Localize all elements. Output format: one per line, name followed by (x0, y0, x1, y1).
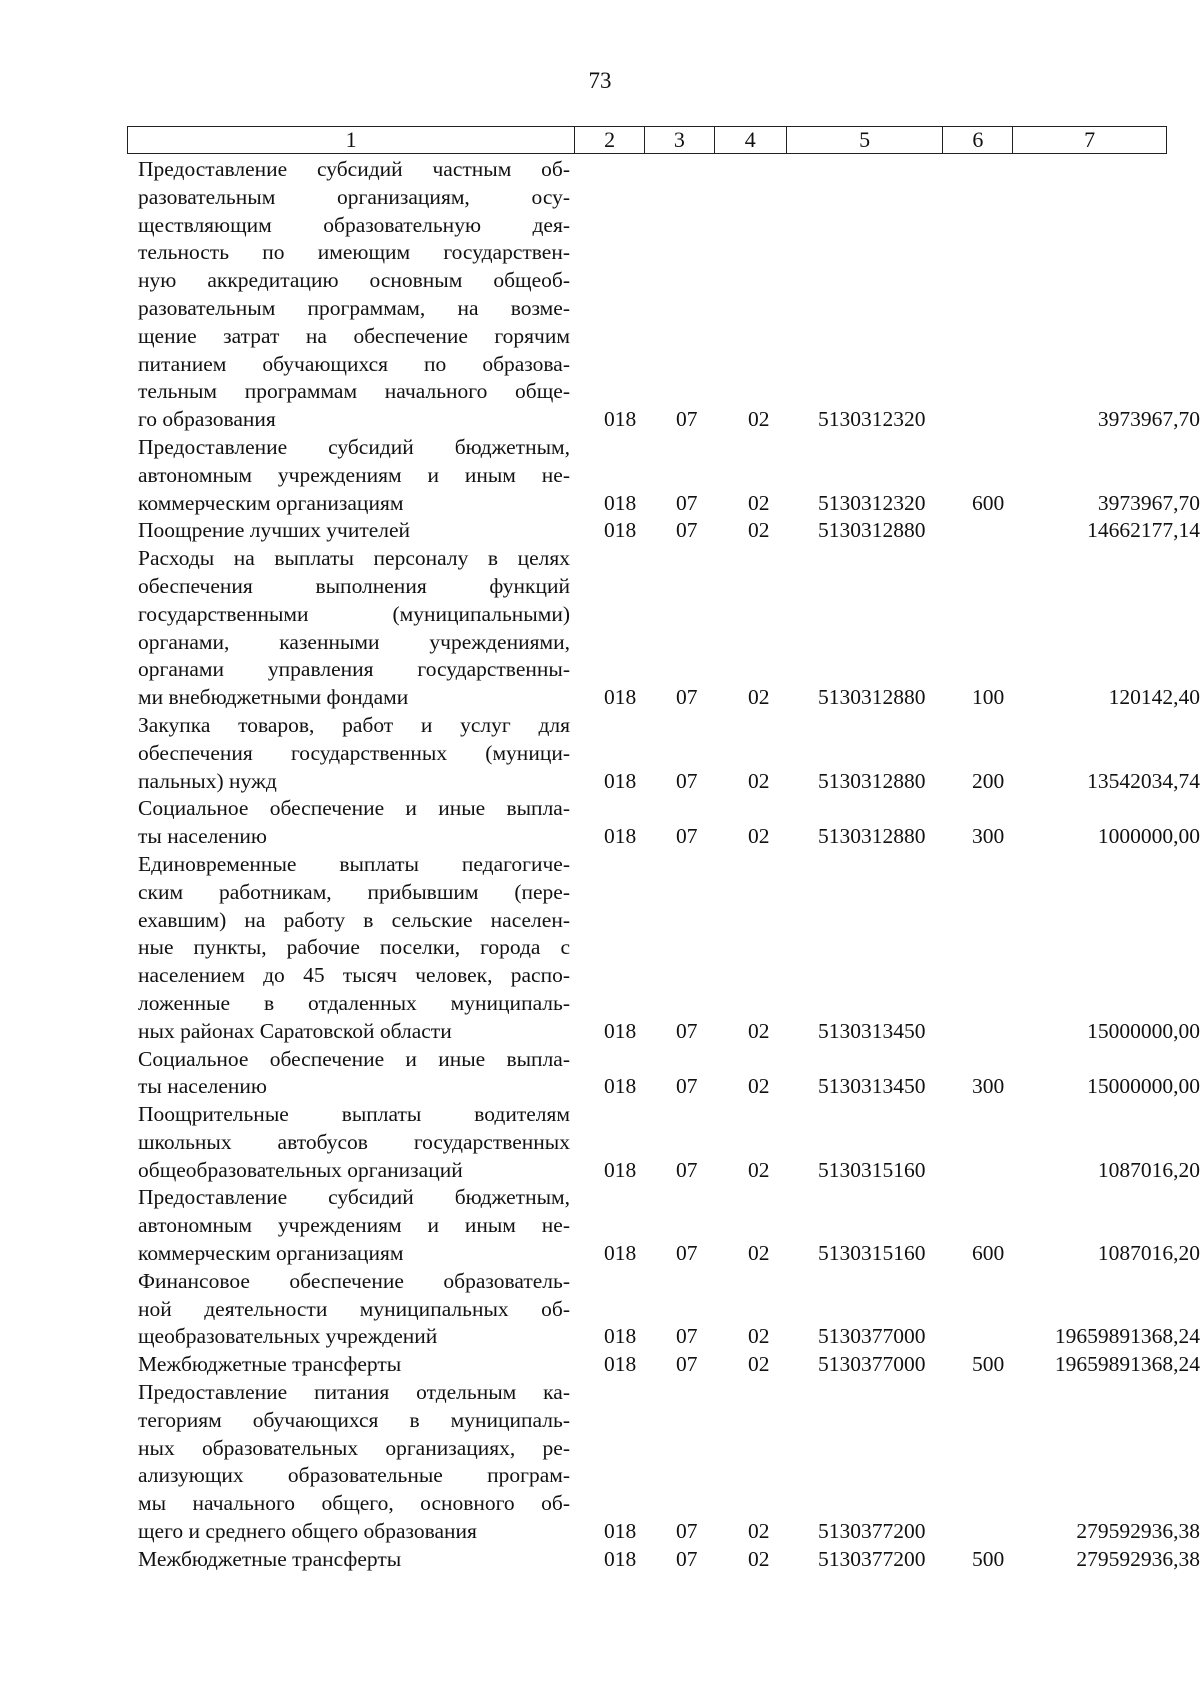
description-line: мы начального общего, основного об- (138, 1491, 570, 1516)
cell-col-7: 13542034,74 (1087, 768, 1200, 793)
cell-col-4: 02 (748, 1519, 770, 1544)
description-line: коммерческим организациям (138, 490, 404, 515)
description-line: тегориям обучающихся в муниципаль- (138, 1407, 570, 1432)
cell-col-5: 5130312880 (818, 518, 926, 543)
header-col-7: 7 (1084, 127, 1096, 152)
row-description (138, 712, 570, 795)
row-description (138, 795, 570, 851)
description-line: го образования (138, 407, 276, 432)
cell-col-3: 07 (676, 407, 698, 432)
cell-col-2: 018 (604, 1546, 637, 1571)
cell-col-3: 07 (676, 1157, 698, 1182)
cell-col-6: 500 (972, 1352, 1005, 1377)
cell-col-5: 5130312880 (818, 768, 926, 793)
table-row (138, 1184, 1200, 1267)
description-line: Межбюджетные трансферты (138, 1546, 402, 1571)
cell-col-7: 279592936,38 (1076, 1546, 1200, 1571)
cell-col-5: 5130312880 (818, 824, 926, 849)
description-line: тельность по имеющим государствен- (138, 240, 570, 265)
description-line: населением до 45 тысяч человек, распо- (138, 963, 570, 988)
cell-col-7: 15000000,00 (1087, 1018, 1200, 1043)
cell-col-3: 07 (676, 1352, 698, 1377)
description-line: ных образовательных организациях, ре- (138, 1435, 570, 1460)
cell-col-5: 5130315160 (818, 1157, 926, 1182)
cell-col-7: 279592936,38 (1076, 1519, 1200, 1544)
cell-col-5: 5130377200 (818, 1546, 926, 1571)
description-line: ные пункты, рабочие поселки, города с (138, 935, 570, 960)
cell-col-3: 07 (676, 824, 698, 849)
cell-col-4: 02 (748, 1241, 770, 1266)
cell-col-4: 02 (748, 685, 770, 710)
description-line: ных районах Саратовской области (138, 1018, 452, 1043)
cell-col-2: 018 (604, 1352, 637, 1377)
cell-col-2: 018 (604, 824, 637, 849)
cell-col-2: 018 (604, 1519, 637, 1544)
cell-col-2: 018 (604, 407, 637, 432)
description-line: ной деятельности муниципальных об- (138, 1296, 570, 1321)
cell-col-4: 02 (748, 768, 770, 793)
cell-col-5: 5130377000 (818, 1352, 926, 1377)
cell-col-2: 018 (604, 1241, 637, 1266)
row-description (138, 1268, 570, 1351)
description-line: тельным программам начального обще- (138, 379, 570, 404)
row-description (138, 156, 570, 434)
row-description (138, 1379, 570, 1546)
table-row (138, 1546, 1200, 1574)
table-row (138, 1379, 1200, 1546)
cell-col-4: 02 (748, 1018, 770, 1043)
description-line: Расходы на выплаты персоналу в целях (138, 546, 570, 571)
cell-col-7: 3973967,70 (1097, 407, 1200, 432)
cell-col-7: 14662177,14 (1087, 518, 1200, 543)
description-line: обеспечения выполнения функций (138, 573, 570, 598)
cell-col-4: 02 (748, 824, 770, 849)
table-row (138, 1268, 1200, 1351)
row-description (138, 434, 570, 517)
cell-col-7: 19659891368,24 (1054, 1352, 1200, 1377)
cell-col-7: 1000000,00 (1097, 824, 1200, 849)
header-col-2: 2 (575, 127, 645, 153)
cell-col-2: 018 (604, 518, 637, 543)
cell-col-5: 5130377200 (818, 1519, 926, 1544)
cell-col-4: 02 (748, 1352, 770, 1377)
header-col-3: 3 (645, 127, 715, 153)
table-row (138, 712, 1200, 795)
description-line: Межбюджетные трансферты (138, 1352, 402, 1377)
page-number: 73 (588, 68, 612, 93)
row-description (138, 1184, 570, 1267)
table-row (138, 851, 1200, 1046)
cell-col-3: 07 (676, 1241, 698, 1266)
table-row (138, 517, 1200, 545)
description-line: Финансовое обеспечение образователь- (138, 1268, 570, 1293)
description-line: автономным учреждениям и иным не- (138, 1213, 570, 1238)
cell-col-5: 5130313450 (818, 1074, 926, 1099)
description-line: органами управления государственны- (138, 657, 570, 682)
header-col-6: 6 (943, 127, 1013, 153)
row-description (138, 851, 570, 1046)
description-line: ты населению (138, 824, 267, 849)
cell-col-3: 07 (676, 1546, 698, 1571)
description-line: ехавшим) на работу в сельские населен- (138, 907, 570, 932)
cell-col-4: 02 (748, 1324, 770, 1349)
description-line: автономным учреждениям и иным не- (138, 462, 570, 487)
description-line: ты населению (138, 1074, 267, 1099)
description-line: ализующих образовательные програм- (138, 1463, 570, 1488)
table-row (138, 156, 1200, 434)
cell-col-6: 500 (972, 1546, 1005, 1571)
cell-col-4: 02 (748, 518, 770, 543)
cell-col-2: 018 (604, 1074, 637, 1099)
table-row (138, 545, 1200, 712)
cell-col-2: 018 (604, 1157, 637, 1182)
description-line: ским работникам, прибывшим (пере- (138, 879, 570, 904)
cell-col-6: 300 (972, 1074, 1005, 1099)
table-row (138, 434, 1200, 517)
cell-col-3: 07 (676, 490, 698, 515)
row-description (138, 1101, 570, 1184)
description-line: Социальное обеспечение и иные выпла- (138, 1046, 570, 1071)
cell-col-5: 5130312880 (818, 685, 926, 710)
cell-col-2: 018 (604, 1324, 637, 1349)
cell-col-3: 07 (676, 1324, 698, 1349)
cell-col-3: 07 (676, 1519, 698, 1544)
cell-col-6: 200 (972, 768, 1005, 793)
cell-col-5: 5130312320 (818, 490, 926, 515)
description-line: ложенные в отдаленных муниципаль- (138, 990, 570, 1015)
cell-col-4: 02 (748, 1074, 770, 1099)
table-row (138, 1351, 1200, 1379)
cell-col-3: 07 (676, 685, 698, 710)
description-line: питанием обучающихся по образова- (138, 351, 570, 376)
description-line: Единовременные выплаты педагогиче- (138, 851, 570, 876)
cell-col-3: 07 (676, 518, 698, 543)
cell-col-7: 3973967,70 (1097, 490, 1200, 515)
cell-col-5: 5130313450 (818, 1018, 926, 1043)
description-line: общеобразовательных организаций (138, 1157, 463, 1182)
cell-col-5: 5130315160 (818, 1241, 926, 1266)
description-line: Поощрение лучших учителей (138, 518, 411, 543)
description-line: Поощрительные выплаты водителям (138, 1102, 570, 1127)
cell-col-7: 1087016,20 (1097, 1241, 1200, 1266)
description-line: школьных автобусов государственных (138, 1129, 570, 1154)
row-description (138, 1546, 570, 1574)
row-description (138, 517, 570, 545)
cell-col-7: 15000000,00 (1087, 1074, 1200, 1099)
header-col-5: 5 (787, 127, 944, 153)
description-line: Закупка товаров, работ и услуг для (138, 712, 570, 737)
description-line: Предоставление субсидий частным об- (138, 157, 570, 181)
cell-col-3: 07 (676, 768, 698, 793)
description-line: разовательным организациям, осу- (138, 184, 570, 209)
description-line: Предоставление субсидий бюджетным, (138, 1185, 570, 1210)
cell-col-4: 02 (748, 1157, 770, 1182)
description-line: органами, казенными учреждениями, (138, 629, 570, 654)
cell-col-2: 018 (604, 1018, 637, 1043)
cell-col-2: 018 (604, 685, 637, 710)
cell-col-3: 07 (676, 1074, 698, 1099)
description-line: щение затрат на обеспечение горячим (138, 323, 570, 348)
cell-col-5: 5130377000 (818, 1324, 926, 1349)
table-row (138, 1046, 1200, 1102)
cell-col-3: 07 (676, 1018, 698, 1043)
cell-col-4: 02 (748, 490, 770, 515)
description-line: Социальное обеспечение и иные выпла- (138, 796, 570, 821)
row-description (138, 1351, 570, 1379)
cell-col-5: 5130312320 (818, 407, 926, 432)
table-body (138, 156, 1200, 1574)
cell-col-7: 1087016,20 (1097, 1157, 1200, 1182)
description-line: пальных) нужд (138, 768, 277, 793)
cell-col-6: 300 (972, 824, 1005, 849)
cell-col-7: 120142,40 (1108, 685, 1200, 710)
description-line: коммерческим организациям (138, 1241, 404, 1266)
table-row (138, 795, 1200, 851)
table-row (138, 1101, 1200, 1184)
cell-col-2: 018 (604, 490, 637, 515)
description-line: ществляющим образовательную дея- (138, 212, 570, 237)
cell-col-7: 19659891368,24 (1054, 1324, 1200, 1349)
cell-col-6: 100 (972, 685, 1005, 710)
description-line: ную аккредитацию основным общеоб- (138, 268, 570, 293)
description-line: щеобразовательных учреждений (138, 1324, 438, 1349)
description-line: разовательным программам, на возме- (138, 295, 570, 320)
description-line: обеспечения государственных (муници- (138, 740, 570, 765)
header-col-1: 1 (128, 127, 575, 153)
description-line: Предоставление питания отдельным ка- (138, 1380, 570, 1405)
cell-col-6: 600 (972, 490, 1005, 515)
cell-col-4: 02 (748, 1546, 770, 1571)
cell-col-2: 018 (604, 768, 637, 793)
row-description (138, 1046, 570, 1102)
description-line: щего и среднего общего образования (138, 1519, 477, 1544)
cell-col-6: 600 (972, 1241, 1005, 1266)
table-header (127, 126, 1167, 154)
cell-col-4: 02 (748, 407, 770, 432)
description-line: ми внебюджетными фондами (138, 685, 409, 710)
row-description (138, 545, 570, 712)
description-line: государственными (муниципальными) (138, 601, 570, 626)
description-line: Предоставление субсидий бюджетным, (138, 434, 570, 459)
header-col-4: 4 (715, 127, 787, 153)
